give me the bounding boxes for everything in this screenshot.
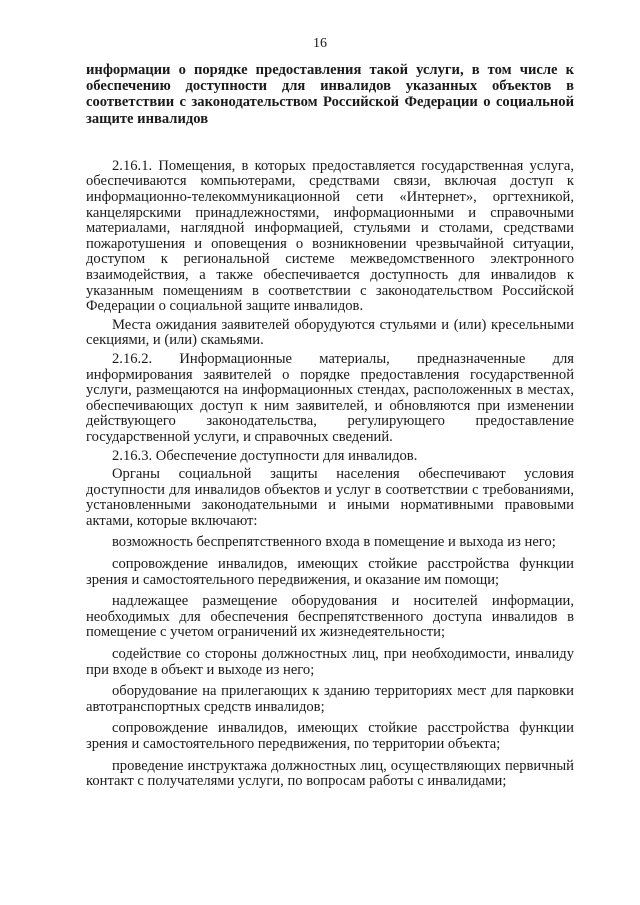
paragraph-2-16-2: 2.16.2. Информационные материалы, предназначенные для информирования заявителей о порядке предоставления государственной услуги, размещаются на информационных стендах, расположенных в местах, обеспечивающих доступ к ним заявителей, и обновляются при изменении действующего законодательства, регулирующего предоставление государственной услуги, и справочных сведений. [86, 350, 574, 445]
list-item-parking: оборудование на прилегающих к зданию территориях мест для парковки автотранспортных средств инвалидов; [86, 683, 574, 715]
section-heading: информации о порядке предоставления такой услуги, в том числе к обеспечению доступности для инвалидов указанных объектов в соответствии с законодательством Российской Федерации о социальной защите инвалидов [86, 62, 574, 127]
document-body [86, 62, 574, 796]
paragraph-2-16-1: 2.16.1. Помещения, в которых предоставляется государственная услуга, обеспечиваются компьютерами, средствами связи, включая доступ к информационно-телекоммуникационной сети «Интернет», оргтехникой, канцелярскими принадлежностями, информационными и справочными материалами, наглядной информацией, стульями и столами, средствами пожаротушения и оповещения о возникновении чрезвычайной ситуации, доступом к региональной системе межведомственного электронного взаимодействия, а также обеспечивается доступность для инвалидов к указанным помещениям в соответствии с законодательством Российской Федерации о социальной защите инвалидов. [86, 157, 574, 315]
list-item-entrance: возможность беспрепятственного входа в помещение и выхода из него; [112, 534, 556, 551]
paragraph-accessibility-conditions: Органы социальной защиты населения обеспечивают условия доступности для инвалидов объектов и услуг в соответствии с требованиями, установленными законодательными и иными нормативными правовыми актами, которые включают: [86, 466, 574, 529]
page-number: 16 [313, 36, 327, 51]
list-item-staff-assistance: содействие со стороны должностных лиц, при необходимости, инвалиду при входе в объект и выходе из него; [86, 646, 574, 678]
list-item-equipment-placement: надлежащее размещение оборудования и носителей информации, необходимых для обеспечения беспрепятственного доступа инвалидов в помещение с учетом ограничений их жизнедеятельности; [86, 593, 574, 641]
paragraph-waiting-places: Места ожидания заявителей оборудуются стульями и (или) кресельными секциями, и (или) скамьями. [86, 316, 574, 349]
paragraph-2-16-3: 2.16.3. Обеспечение доступности для инвалидов. [112, 447, 418, 464]
list-item-escort-assistance: сопровождение инвалидов, имеющих стойкие расстройства функции зрения и самостоятельного передвижения, и оказание им помощи; [86, 556, 574, 588]
list-item-staff-briefing: проведение инструктажа должностных лиц, осуществляющих первичный контакт с получателями услуги, по вопросам работы с инвалидами; [86, 757, 574, 790]
list-item-escort-territory: сопровождение инвалидов, имеющих стойкие расстройства функции зрения и самостоятельного передвижения, по территории объекта; [86, 720, 574, 752]
